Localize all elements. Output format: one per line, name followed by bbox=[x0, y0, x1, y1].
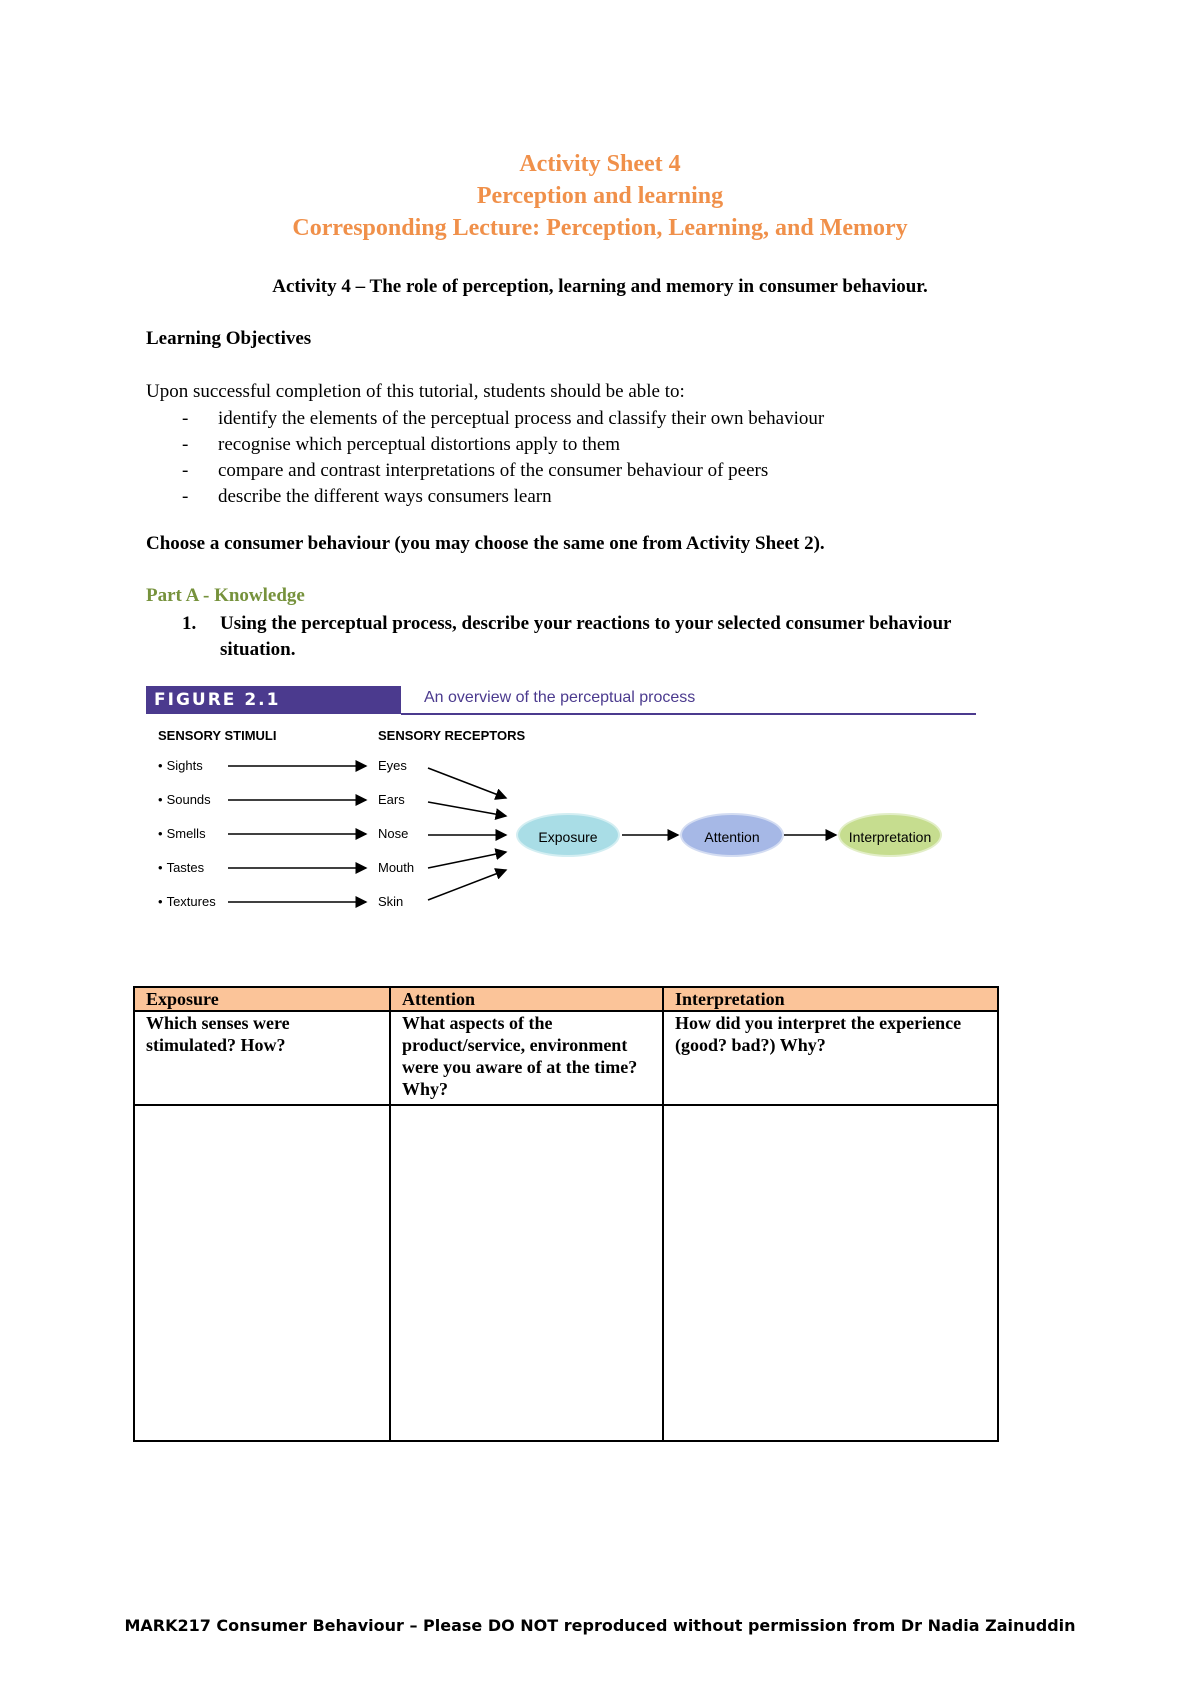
figure-label: FIGURE 2.1 bbox=[146, 686, 401, 714]
prompt-interpretation: How did you interpret the experience (good? bad?) Why? bbox=[663, 1011, 998, 1105]
lecture-title: Corresponding Lecture: Perception, Learning, and Memory bbox=[292, 215, 908, 241]
objective-item: - compare and contrast interpretations of the consumer behaviour of peers bbox=[182, 460, 769, 481]
learning-objectives-intro: Upon successful completion of this tutorial, students should be able to: bbox=[146, 381, 685, 402]
exposure-stage: Exposure bbox=[516, 813, 620, 857]
table-prompt-row bbox=[134, 1011, 998, 1105]
stimulus-label: • Sounds bbox=[158, 792, 211, 807]
question-number: 1. bbox=[182, 613, 197, 634]
receptor-label: Ears bbox=[378, 792, 405, 807]
receptor-arrow bbox=[428, 768, 506, 798]
receptor-label: Mouth bbox=[378, 860, 415, 875]
objective-text: recognise which perceptual distortions apply to them bbox=[218, 434, 621, 455]
objective-text: identify the elements of the perceptual process and classify their own behaviour bbox=[218, 408, 825, 429]
answer-cell-attention[interactable] bbox=[390, 1105, 663, 1441]
stimulus-label: • Smells bbox=[158, 826, 206, 841]
page-footer: MARK217 Consumer Behaviour – Please DO NOT reproduced without permission from Dr Nadia Zainuddin bbox=[124, 1616, 1076, 1635]
question-text: Using the perceptual process, describe your reactions to your selected consumer behaviour situation. bbox=[220, 613, 952, 660]
prompt-exposure: Which senses were stimulated? How? bbox=[134, 1011, 390, 1105]
receptor-label: Nose bbox=[378, 826, 409, 841]
objective-item: - recognise which perceptual distortions apply to them bbox=[182, 434, 621, 455]
objective-item: - describe the different ways consumers learn bbox=[182, 486, 552, 507]
question-1 bbox=[182, 611, 1002, 663]
figure-caption: An overview of the perceptual process bbox=[424, 689, 696, 706]
interpretation-stage: Interpretation bbox=[838, 813, 942, 857]
answer-cell-interpretation[interactable] bbox=[663, 1105, 998, 1441]
perceptual-process-table bbox=[133, 986, 999, 1442]
receptor-arrow bbox=[428, 870, 506, 900]
receptor-label: Skin bbox=[378, 894, 404, 909]
part-a-heading: Part A - Knowledge bbox=[146, 585, 305, 606]
learning-objectives-list bbox=[146, 406, 824, 510]
header-exposure: Exposure bbox=[134, 987, 390, 1011]
receptors-heading: SENSORY RECEPTORS bbox=[378, 728, 526, 743]
receptor-label: Eyes bbox=[378, 758, 407, 773]
receptor-arrow bbox=[428, 802, 506, 816]
objective-item: - identify the elements of the perceptual process and classify their own behaviour bbox=[182, 408, 825, 429]
stimulus-label: • Textures bbox=[158, 894, 216, 909]
table-answer-row bbox=[134, 1105, 998, 1441]
objective-text: describe the different ways consumers learn bbox=[218, 486, 552, 507]
prompt-attention: What aspects of the product/service, environment were you aware of at the time? Why? bbox=[390, 1011, 663, 1105]
activity-heading: Activity 4 – The role of perception, learning and memory in consumer behaviour. bbox=[272, 276, 928, 297]
figure-arrows bbox=[146, 686, 976, 916]
stimulus-label: • Tastes bbox=[158, 860, 204, 875]
answer-cell-exposure[interactable] bbox=[134, 1105, 390, 1441]
stimuli-heading: SENSORY STIMULI bbox=[158, 728, 277, 743]
stimulus-label: • Sights bbox=[158, 758, 203, 773]
learning-objectives-heading: Learning Objectives bbox=[146, 328, 312, 349]
title-block bbox=[0, 148, 1200, 244]
choose-instruction: Choose a consumer behaviour (you may choose the same one from Activity Sheet 2). bbox=[146, 533, 825, 554]
objective-text: compare and contrast interpretations of the consumer behaviour of peers bbox=[218, 460, 769, 481]
attention-stage: Attention bbox=[680, 813, 784, 857]
sheet-subtitle: Perception and learning bbox=[476, 183, 724, 209]
table-header-row bbox=[134, 987, 998, 1011]
header-interpretation: Interpretation bbox=[663, 987, 998, 1011]
receptor-arrow bbox=[428, 852, 506, 868]
perceptual-process-figure bbox=[146, 686, 976, 916]
header-attention: Attention bbox=[390, 987, 663, 1011]
sheet-title: Activity Sheet 4 bbox=[519, 151, 681, 177]
